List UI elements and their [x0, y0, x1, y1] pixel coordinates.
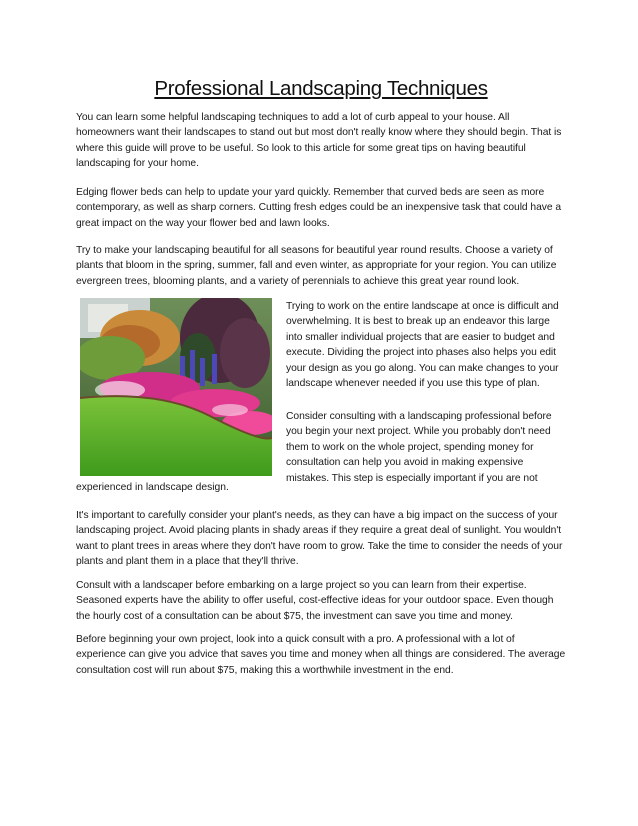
garden-photo: [80, 298, 272, 476]
paragraph-quick-consult: Before beginning your own project, look into a quick consult with a pro. A professional with a lot of experience can give you advice that saves you time and money when all things are considered. The average consultation cost will run about $75, making this a worthwhile investment in the end.: [76, 634, 566, 676]
paragraph-edging: Edging flower beds can help to update your yard quickly. Remember that curved beds are seen as more contemporary, as well as sharp corners. Cutting fresh edges could be an inexpensive task that could have a great impact on the way your flower bed and lawn looks.: [76, 187, 562, 229]
paragraph-plant-needs: It's important to carefully consider your plant's needs, as they can have a big impact on the success of your landscaping project. Avoid placing plants in shady areas if they require a great deal of sunlight. You wouldn't want to plant trees in areas where they don't have room to grow. Take the time to consider the needs of your plants and plant them in a place that they'll thrive.: [76, 510, 563, 568]
paragraph-intro: You can learn some helpful landscaping techniques to add a lot of curb appeal to your house. All homeowners want their landscapes to stand out but most don't really know where they should begin. That is where this guide will prove to be useful. So look to this article for some great tips on having beautiful landscaping for your home.: [76, 112, 562, 170]
page-title: Professional Landscaping Techniques: [154, 77, 488, 100]
wrap-tail-text: experienced in landscape design.: [76, 482, 229, 493]
side-paragraph-phases: Trying to work on the entire landscape at once is difficult and overwhelming. It is best to break up an endeavor this large into smaller individual projects that are easier to budget and execute. Dividing the project into phases also helps you edit your design as you go along. You can make changes to your landscape whenever needed if you use this type of plan.: [286, 301, 559, 390]
paragraph-seasons: Try to make your landscaping beautiful for all seasons for beautiful year round results. Choose a variety of plants that bloom in the spring, summer, fall and even winter, as appropriate for your region. You can utilize evergreen trees, blooming plants, and a variety of perennials to achieve this great year round look.: [76, 245, 557, 287]
side-paragraph-consult: Consider consulting with a landscaping professional before you begin your next project. While you probably don't need them to work on the whole project, spending money for consultation can help you avoid in making expensive mistakes. This step is especially important if you are not: [286, 411, 552, 484]
paragraph-consult-landscaper: Consult with a landscaper before embarking on a large project so you can learn from their expertise. Seasoned experts have the ability to offer useful, cost-effective ideas for your outdoor space. Even though the hourly cost of a consultation can be about $75, the investment can save you time and money.: [76, 580, 554, 622]
